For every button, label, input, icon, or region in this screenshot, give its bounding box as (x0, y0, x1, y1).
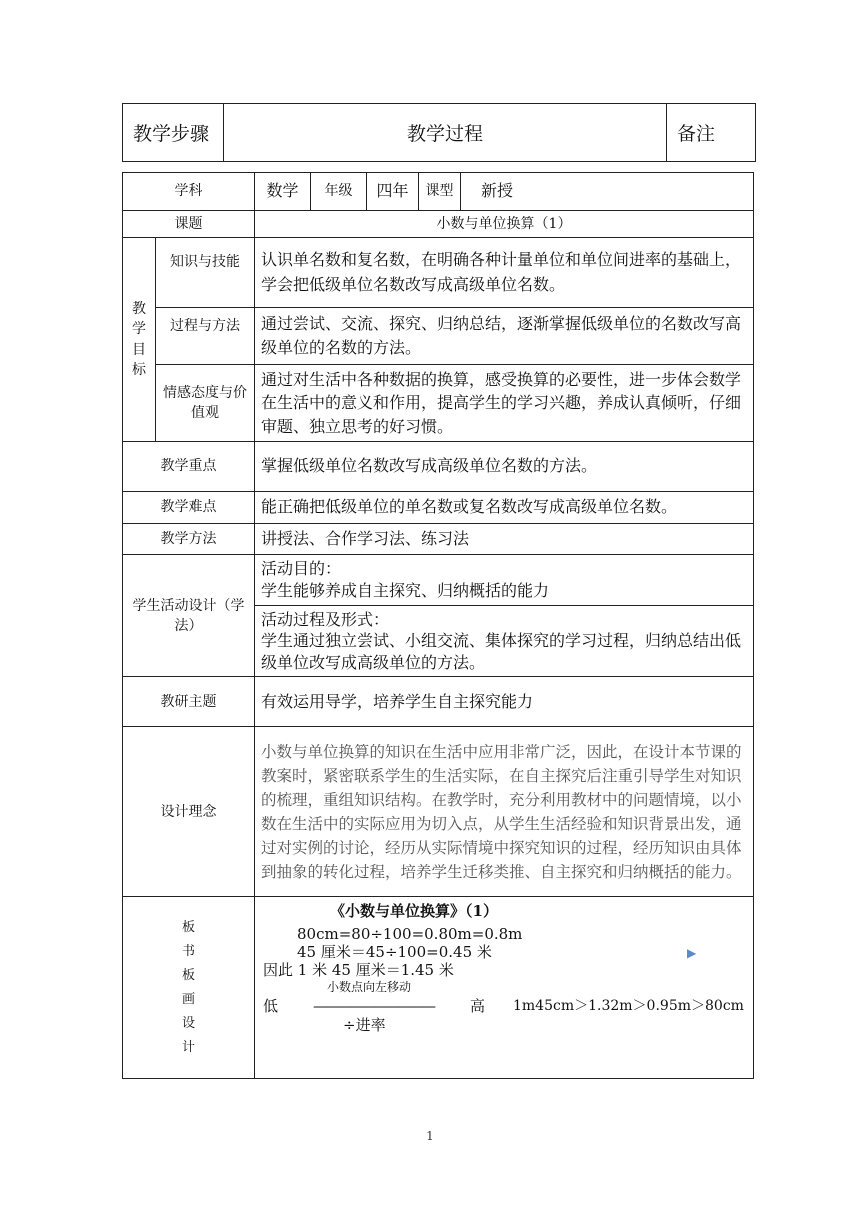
board-line-1: 80cm=80÷100=0.80m=0.8m (297, 925, 523, 944)
board-arrow-note: 小数点向左移动 (327, 980, 412, 995)
board-row (123, 897, 754, 1079)
difficulty-row (123, 491, 754, 523)
activity-label: 学生活动设计（学法） (123, 555, 255, 677)
research-label: 教研主题 (123, 677, 255, 727)
concept-text: 小数与单位换算的知识在生活中应用非常广泛，因此，在设计本节课的教案时，紧密联系学生的生活实际，在自主探究后注重引导学生对知识的梳理，重组知识结构。在教学时，充分利用教材中的问题情境，以小数在生活中的实际应用为切入点，从学生生活经验和知识背景出发，通过对实例的讨论，经历从实际情境中探究知识的过程，经历知识由具体到抽象的转化过程，培养学生迁移类推、自主探究和归纳概括的能力。 (255, 727, 754, 897)
method-label: 教学方法 (123, 523, 255, 555)
goal-row-attitude (123, 365, 754, 442)
board-label: 板 书 板 画 设 计 (123, 897, 255, 1079)
board-content (255, 897, 754, 1079)
header-table (122, 103, 756, 162)
research-row (123, 677, 754, 727)
method-text: 讲授法、合作学习法、练习法 (255, 523, 754, 555)
board-low: 低 (263, 997, 279, 1016)
board-line-2: 45 厘米＝45÷100=0.45 米 (297, 943, 492, 962)
difficulty-text: 能正确把低级单位的单名数或复名数改写成高级单位名数。 (255, 491, 754, 523)
info-row (123, 173, 754, 211)
activity-purpose-row (123, 555, 754, 605)
grade-label: 年级 (311, 173, 367, 211)
header-step: 教学步骤 (123, 104, 224, 162)
goal-knowledge-text: 认识单名数和复名数，在明确各种计量单位和单位间进率的基础上，学会把低级单位名数改写成高级单位名数。 (255, 238, 754, 308)
topic-row (123, 211, 754, 238)
key-point-label: 教学重点 (123, 441, 255, 491)
goal-process-label: 过程与方法 (156, 308, 255, 365)
board-high: 高 (470, 997, 486, 1016)
goals-label: 教 学 目 标 (123, 238, 156, 442)
lesson-plan-table (122, 172, 754, 1079)
goal-knowledge-label: 知识与技能 (156, 238, 255, 308)
research-text: 有效运用导学，培养学生自主探究能力 (255, 677, 754, 727)
concept-row (123, 727, 754, 897)
activity-process: 活动过程及形式： 学生通过独立尝试、小组交流、集体探究的学习过程，归纳总结出低级单位改写成高级单位的方法。 (255, 605, 754, 677)
activity-purpose: 活动目的： 学生能够养成自主探究、归纳概括的能力 (255, 555, 754, 605)
header-process: 教学过程 (224, 104, 667, 162)
concept-label: 设计理念 (123, 727, 255, 897)
goal-attitude-text: 通过对生活中各种数据的换算，感受换算的必要性，进一步体会数学在生活中的意义和作用，提高学生的学习兴趣，养成认真倾听，仔细审题、独立思考的好习惯。 (255, 365, 754, 442)
grade-value: 四年 (367, 173, 419, 211)
page-number: 1 (426, 1129, 434, 1143)
type-value: 新授 (461, 173, 754, 211)
board-title: 《小数与单位换算》（1） (330, 902, 498, 921)
subject-label: 学科 (123, 173, 255, 211)
key-point-text: 掌握低级单位名数改写成高级单位名数的方法。 (255, 441, 754, 491)
header-notes: 备注 (667, 104, 756, 162)
goal-row-process (123, 308, 754, 365)
topic-value: 小数与单位换算（1） (255, 211, 754, 238)
board-rate: ÷进率 (343, 1016, 386, 1035)
method-row (123, 523, 754, 555)
subject-value: 数学 (255, 173, 311, 211)
difficulty-label: 教学难点 (123, 491, 255, 523)
key-point-row (123, 441, 754, 491)
board-compare: 1m45cm＞1.32m＞0.95m＞80cm (513, 998, 744, 1015)
topic-label: 课题 (123, 211, 255, 238)
goal-attitude-label: 情感态度与价值观 (156, 365, 255, 442)
board-line-3: 因此 1 米 45 厘米＝1.45 米 (263, 961, 454, 980)
goal-process-text: 通过尝试、交流、探究、归纳总结，逐渐掌握低级单位的名数改写高级单位的名数的方法。 (255, 308, 754, 365)
type-label: 课型 (419, 173, 461, 211)
board-dashes: —————————— (313, 997, 433, 1016)
goal-row-knowledge (123, 238, 754, 308)
play-marker-icon: ▶ (687, 946, 697, 961)
